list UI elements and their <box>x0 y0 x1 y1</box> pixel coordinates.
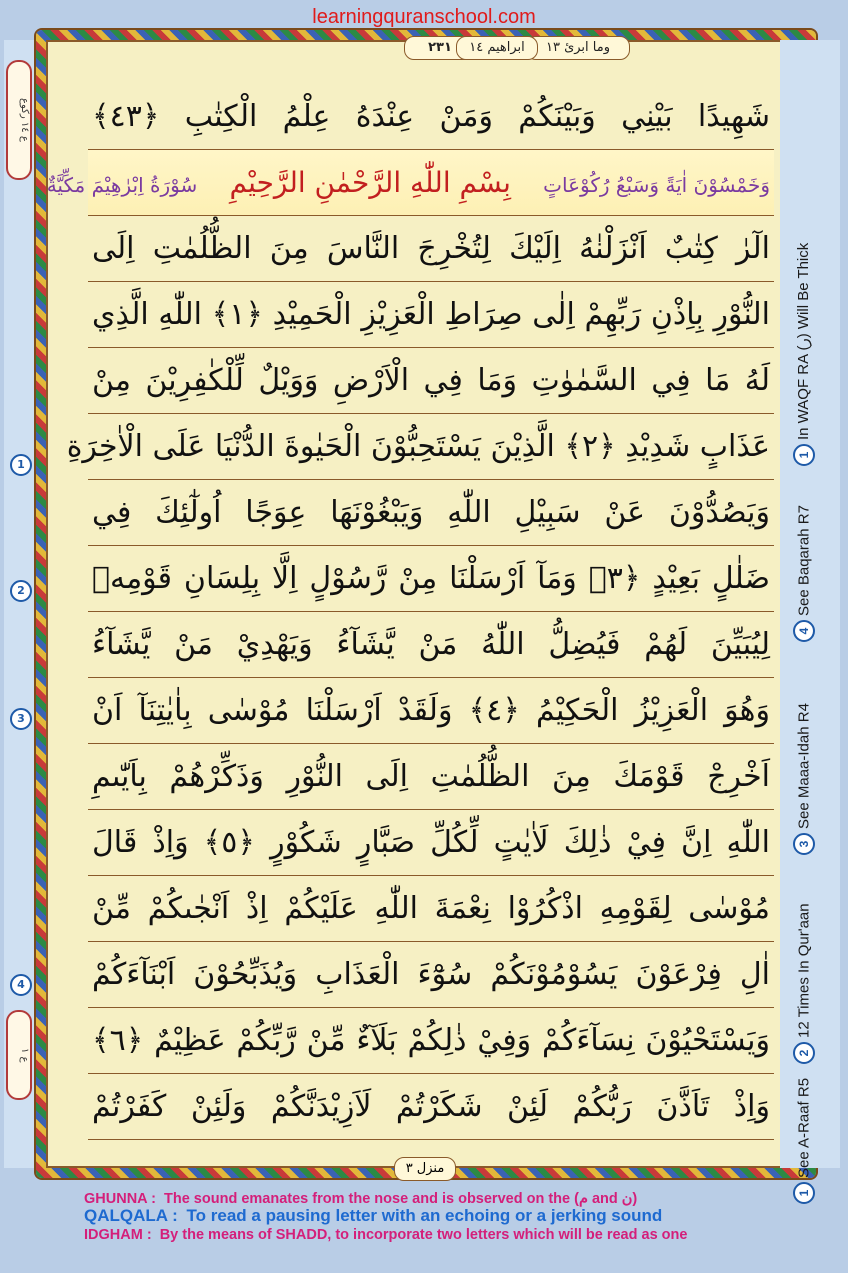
legend-term: IDGHAM : <box>84 1227 152 1243</box>
surah-heading <box>46 150 774 216</box>
left-note-number: 1 <box>10 454 32 476</box>
side-note-text: See Baqarah R7 <box>795 505 813 617</box>
verse-line: وَيَصُدُّوْنَ عَنْ سَبِيْلِ اللّٰهِ وَيَبْغُوْنَهَا عِوَجًا اُولٰٓئِكَ فِي <box>88 480 774 546</box>
surah-verse-count: وَخَمْسُوْنَ اٰيَةً وَسَبْعُ رُكُوْعَاتٍ <box>543 173 770 197</box>
side-note-text: In WAQF RA (ر) Will Be Thick <box>795 242 812 440</box>
side-note-number: 4 <box>793 620 815 642</box>
side-note <box>786 886 822 1086</box>
verse-lines <box>46 84 774 1140</box>
side-note-number: 1 <box>793 444 815 466</box>
legend-term: QALQALA : <box>84 1206 178 1225</box>
side-note-number: 2 <box>793 1042 815 1064</box>
left-note-number: 4 <box>10 974 32 996</box>
left-note-number: 2 <box>10 580 32 602</box>
side-note <box>786 476 822 676</box>
legend-text: To read a pausing letter with an echoing or a jerking sound <box>186 1206 663 1225</box>
verse-line: ضَلٰلٍ بَعِيْدٍ ﴿٣﴾ وَمَآ اَرْسَلْنَا مِنْ رَّسُوْلٍ اِلَّا بِلِسَانِ قَوْمِهٖ <box>88 546 774 612</box>
verse-line: وَاِذْ تَاَذَّنَ رَبُّكُمْ لَئِنْ شَكَرْتُمْ لَاَزِيْدَنَّكُمْ وَلَئِنْ كَفَرْتُمْ <box>88 1074 774 1140</box>
verse-line: اَخْرِجْ قَوْمَكَ مِنَ الظُّلُمٰتِ اِلَى النُّوْرِ وَذَكِّرْهُمْ بِاَيّٰىمِ <box>88 744 774 810</box>
left-note-number: 3 <box>10 708 32 730</box>
side-note <box>786 236 822 476</box>
legend-ghunna <box>84 1191 804 1207</box>
legend-qalqala <box>84 1206 804 1226</box>
surah-name: ابراهيم ١٤ <box>456 36 538 60</box>
bismillah: بِسْمِ اللّٰهِ الرَّحْمٰنِ الرَّحِيْمِ <box>229 166 511 199</box>
verse-line: اٰلِ فِرْعَوْنَ يَسُوْمُوْنَكُمْ سُوْٓءَ الْعَذَابِ وَيُذَبِّحُوْنَ اَبْنَآءَكُمْ <box>88 942 774 1008</box>
verse-line: شَهِيدًا بَيْنِي وَبَيْنَكُمْ وَمَنْ عِنْدَهُ عِلْمُ الْكِتٰبِ ﴿٤٣﴾ <box>88 84 774 150</box>
side-note <box>786 1077 822 1200</box>
legend-text: The sound emanates from the nose and is observed on the (م and ن) <box>164 1191 638 1207</box>
side-note-number: 1 <box>793 1182 815 1204</box>
verse-line: مُوْسٰى لِقَوْمِهِ اذْكُرُوْا نِعْمَةَ اللّٰهِ عَلَيْكُمْ اِذْ اَنْجٰىكُمْ مِّنْ <box>88 876 774 942</box>
side-note-text: 12 Times In Qur'aan <box>795 903 813 1039</box>
verse-line: النُّوْرِ بِاِذْنِ رَبِّهِمْ اِلٰى صِرَاطِ الْعَزِيْزِ الْحَمِيْدِ ﴿١﴾ اللّٰهِ الَّذِي <box>88 282 774 348</box>
page-number: ٢٣١ <box>404 36 476 60</box>
ruku-marker: ع ١ <box>6 1010 32 1100</box>
surah-title: سُوْرَةُ اِبْرٰهِيْمَ مَكِّيَّةٌ <box>46 173 198 197</box>
legend-idgham <box>84 1227 804 1243</box>
side-note <box>786 676 822 886</box>
verse-line: لَهُ مَا فِي السَّمٰوٰتِ وَمَا فِي الْاَرْضِ وَوَيْلٌ لِّلْكٰفِرِيْنَ مِنْ <box>88 348 774 414</box>
juz-name: وما ابرئ ١٣ <box>526 36 630 60</box>
verse-line: وَيَسْتَحْيُوْنَ نِسَآءَكُمْ وَفِيْ ذٰلِكُمْ بَلَآءٌ مِّنْ رَّبِّكُمْ عَظِيْمٌ ﴿٦﴾ <box>88 1008 774 1074</box>
side-note-text: See A-Raaf R5 <box>795 1077 813 1179</box>
legend-term: GHUNNA : <box>84 1191 156 1207</box>
verse-line: وَهُوَ الْعَزِيْزُ الْحَكِيْمُ ﴿٤﴾ وَلَقَدْ اَرْسَلْنَا مُوْسٰى بِاٰيٰتِنَآ اَنْ <box>88 678 774 744</box>
verse-line: اللّٰهِ اِنَّ فِيْ ذٰلِكَ لَاٰيٰتٍ لِّكُلِّ صَبَّارٍ شَكُوْرٍ ﴿٥﴾ وَاِذْ قَالَ <box>88 810 774 876</box>
manzil-marker: منزل ٣ <box>394 1157 456 1181</box>
verse-line: الٓرٰ كِتٰبٌ اَنْزَلْنٰهُ اِلَيْكَ لِتُخْرِجَ النَّاسَ مِنَ الظُّلُمٰتِ اِلَى <box>88 216 774 282</box>
right-margin <box>780 40 840 1197</box>
legend-text: By the means of SHADD, to incorporate two letters which will be read as one <box>159 1227 688 1243</box>
side-note-text: See Maaa-Idah R4 <box>795 703 813 829</box>
site-title[interactable]: learningquranschool.com <box>312 6 536 28</box>
verse-line: عَذَابٍ شَدِيْدِ ﴿٢﴾ الَّذِيْنَ يَسْتَحِبُّوْنَ الْحَيٰوةَ الدُّنْيَا عَلَى الْاٰخِرَةِ <box>88 414 774 480</box>
ruku-marker: ع ١٤ ركوع <box>6 60 32 180</box>
left-margin <box>4 40 34 1168</box>
side-note-number: 3 <box>793 833 815 855</box>
verse-line: لِيُبَيِّنَ لَهُمْ فَيُضِلُّ اللّٰهُ مَنْ يَّشَآءُ وَيَهْدِيْ مَنْ يَّشَآءُ <box>88 612 774 678</box>
